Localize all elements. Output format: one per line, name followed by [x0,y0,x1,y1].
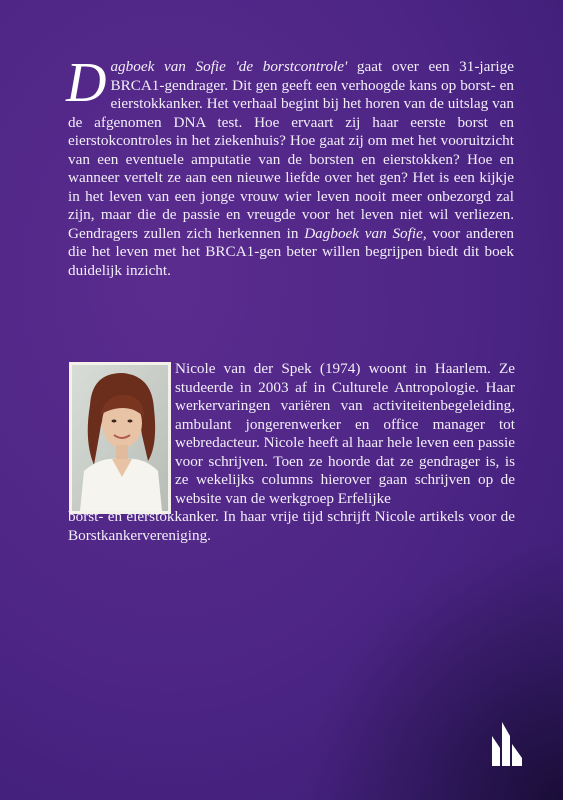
bio-text: Nicole van der Spek (1974) woont in Haarlem. Ze studeerde in 2003 af in Culturele Antropologie. Haar werkervaringen variëren van activiteitenbegeleiding, ambulant jongerenwerker en office manager tot webredacteur. Nicole heeft al haar hele leven een passie voor schrijven. Toen ze hoorde dat ze gendrager is, is ze wekelijks columns hierover gaan schrijven op de website van de werkgroep Erfelijke [175,360,515,507]
book-title: agboek van Sofie 'de borstcontrole' [110,58,348,75]
drop-cap: D [66,52,107,114]
blurb-text-1: gaat over een 31-jarige BRCA1-gendrager. Dit gen geeft een verhoogde kans op borst- en eierstokkanker. Het verhaal begint bij het horen van de uitslag van de afgenomen DNA test. Hoe ervaart zij haar eerste borst en eierstokcontroles in het ziekenhuis? Hoe gaat zij om met het vooruitzicht van een eventuele amputatie van de borsten en eierstokken? Hoe en wanneer vertelt ze aan een nieuwe liefde over het gen? Het is een kijkje in het leven van een jonge vrouw wier leven nooit meer onbezorgd zal zijn, maar die de passie en vreugde voor het leven niet wil verliezen. Gendragers zullen zich herkennen in [68,58,514,242]
publisher-logo-icon [488,714,528,770]
author-photo [69,362,171,514]
author-bio [68,360,515,545]
bio-text-wide: borst- en eierstokkanker. In haar vrije tijd schrijft Nicole artikels voor de Borstkankervereniging. [68,508,515,544]
blurb-text-2: , voor anderen die het leven met het BRCA1-gen beter willen begrijpen biedt dit boek duidelijk inzicht. [68,224,515,279]
book-title-ref: Dagboek van Sofie [304,224,423,242]
author-portrait-icon [72,365,168,511]
book-blurb [66,52,515,280]
